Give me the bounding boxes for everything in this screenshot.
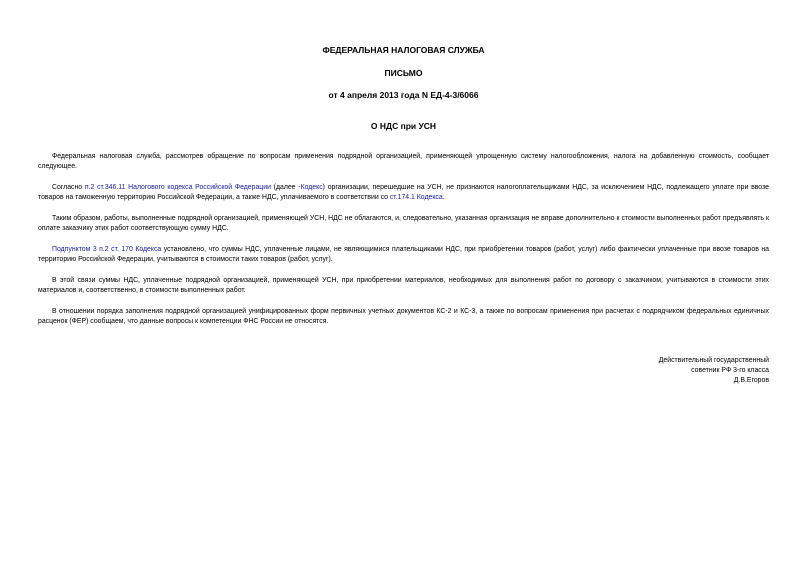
signer-name: Д.В.Егоров: [733, 377, 769, 384]
paragraph-text: установлено, что суммы НДС, уплаченные лицами, не являющимися плательщиками НДС, при приобретении товаров (работ, услуг) либо фактически уплаченные при ввозе товаров на территорию Российской Федерации, учитываются в стоимости таких товаров (работ, услуг).: [38, 246, 769, 263]
body-paragraph: [38, 214, 769, 234]
document-type: ПИСЬМО: [384, 68, 423, 78]
body-paragraph: [38, 152, 769, 172]
signer-title-line-1: Действительный государственный: [658, 357, 769, 364]
paragraph-text: Согласно: [52, 184, 85, 191]
paragraph-text: .: [442, 194, 445, 201]
paragraph-text: В этой связи суммы НДС, уплаченные подрядной организацией, применяющей УСН, при приобретении материалов, необходимых для выполнения работ по договору с заказчиком, учитываются в стоимости этих материалов и, соответственно, в стоимости выполненных работ.: [38, 277, 769, 294]
signature-block: [659, 356, 769, 386]
paragraph-text: (далее -: [270, 184, 301, 191]
legal-reference-link[interactable]: ст.174.1 Кодекса: [389, 194, 443, 201]
agency-name: ФЕДЕРАЛЬНАЯ НАЛОГОВАЯ СЛУЖБА: [322, 45, 485, 55]
paragraph-text: Федеральная налоговая служба, рассмотрев обращение по вопросам применения подрядной организацией, применяющей упрощенную систему налогообложения, налога на добавленную стоимость, сообщает следующее.: [38, 153, 769, 170]
body-paragraph: [38, 276, 769, 296]
signer-title-line-2: советник РФ 3-го класса: [691, 367, 769, 374]
body-paragraph: [38, 183, 769, 203]
body-paragraph: [38, 245, 769, 265]
legal-reference-link[interactable]: Кодекс: [300, 184, 323, 191]
document-date-number: от 4 апреля 2013 года N ЕД-4-3/6066: [328, 90, 479, 100]
paragraph-text: Таким образом, работы, выполненные подрядной организацией, применяющей УСН, НДС не облагаются, и, следовательно, указанная организация не вправе дополнительно к стоимости выполненных работ предъявлять к оплате заказчику этих работ соответствующую сумму НДС.: [38, 215, 769, 232]
document-body: [38, 152, 769, 338]
document-subject: О НДС при УСН: [370, 121, 437, 131]
legal-reference-link[interactable]: п.2 ст.346.11 Налогового кодекса Российской Федерации: [84, 184, 271, 191]
body-paragraph: [38, 307, 769, 327]
paragraph-text: ) организации, перешедшие на УСН, не признаются налогоплательщиками НДС, за исключением НДС, подлежащего уплате при ввозе товаров на таможенную территорию Российской Федерации, а также НДС, уплачиваемого в соответствии со: [38, 184, 769, 201]
legal-reference-link[interactable]: Подпунктом 3 п.2 ст. 170 Кодекса: [52, 246, 162, 253]
paragraph-text: В отношении порядка заполнения подрядной организацией унифицированных форм первичных учетных документов КС-2 и КС-3, а также по вопросам применения при расчетах с подрядчиком федеральных единичных расценок (ФЕР) сообщаем, что данные вопросы к компетенции ФНС России не относятся.: [38, 308, 769, 325]
